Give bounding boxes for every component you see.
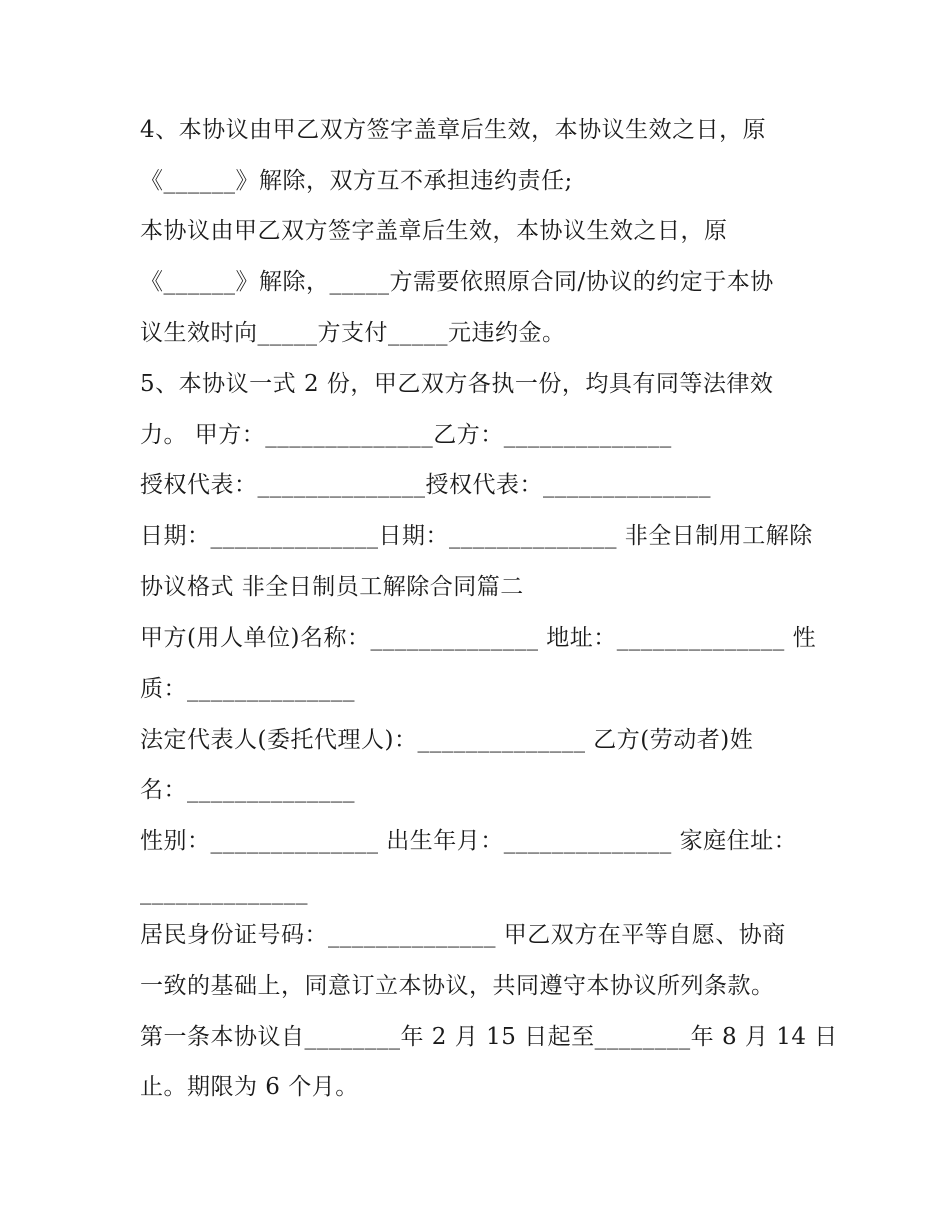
- text-line: 授权代表：______________授权代表：______________: [140, 472, 711, 498]
- text-line: 力。 甲方：______________乙方：______________: [140, 422, 672, 448]
- text-line: 法定代表人(委托代理人)：______________ 乙方(劳动者)姓: [140, 727, 754, 753]
- text-line: ______________: [140, 879, 308, 905]
- text-line: 甲方(用人单位)名称：______________ 地址：______________ 性: [140, 625, 817, 651]
- text-line: 第一条本协议自________年 2 月 15 日起至________年 8 月 14 日: [140, 1024, 838, 1050]
- text-line: 居民身份证号码：______________ 甲乙双方在平等自愿、协商: [140, 922, 786, 948]
- text-line: 5、本协议一式 2 份，甲乙双方各执一份，均具有同等法律效: [140, 371, 774, 397]
- text-line: 《______》解除，_____方需要依照原合同/协议的约定于本协: [140, 269, 774, 295]
- text-line: 《______》解除，双方互不承担违约责任;: [140, 168, 573, 194]
- text-line: 协议格式 非全日制员工解除合同篇二: [140, 574, 524, 600]
- text-line: 一致的基础上，同意订立本协议，共同遵守本协议所列条款。: [140, 973, 775, 999]
- text-line: 4、本协议由甲乙双方签字盖章后生效，本协议生效之日，原: [140, 117, 767, 143]
- text-line: 质：______________: [140, 676, 355, 702]
- text-line: 止。期限为 6 个月。: [140, 1074, 359, 1100]
- text-line: 议生效时向_____方支付_____元违约金。: [140, 320, 566, 346]
- text-line: 日期：______________日期：______________ 非全日制用工解除: [140, 523, 813, 549]
- text-line: 名：______________: [140, 777, 355, 803]
- text-line: 本协议由甲乙双方签字盖章后生效，本协议生效之日，原: [140, 218, 728, 244]
- text-line: 性别：______________ 出生年月：______________ 家庭住址：: [140, 828, 798, 854]
